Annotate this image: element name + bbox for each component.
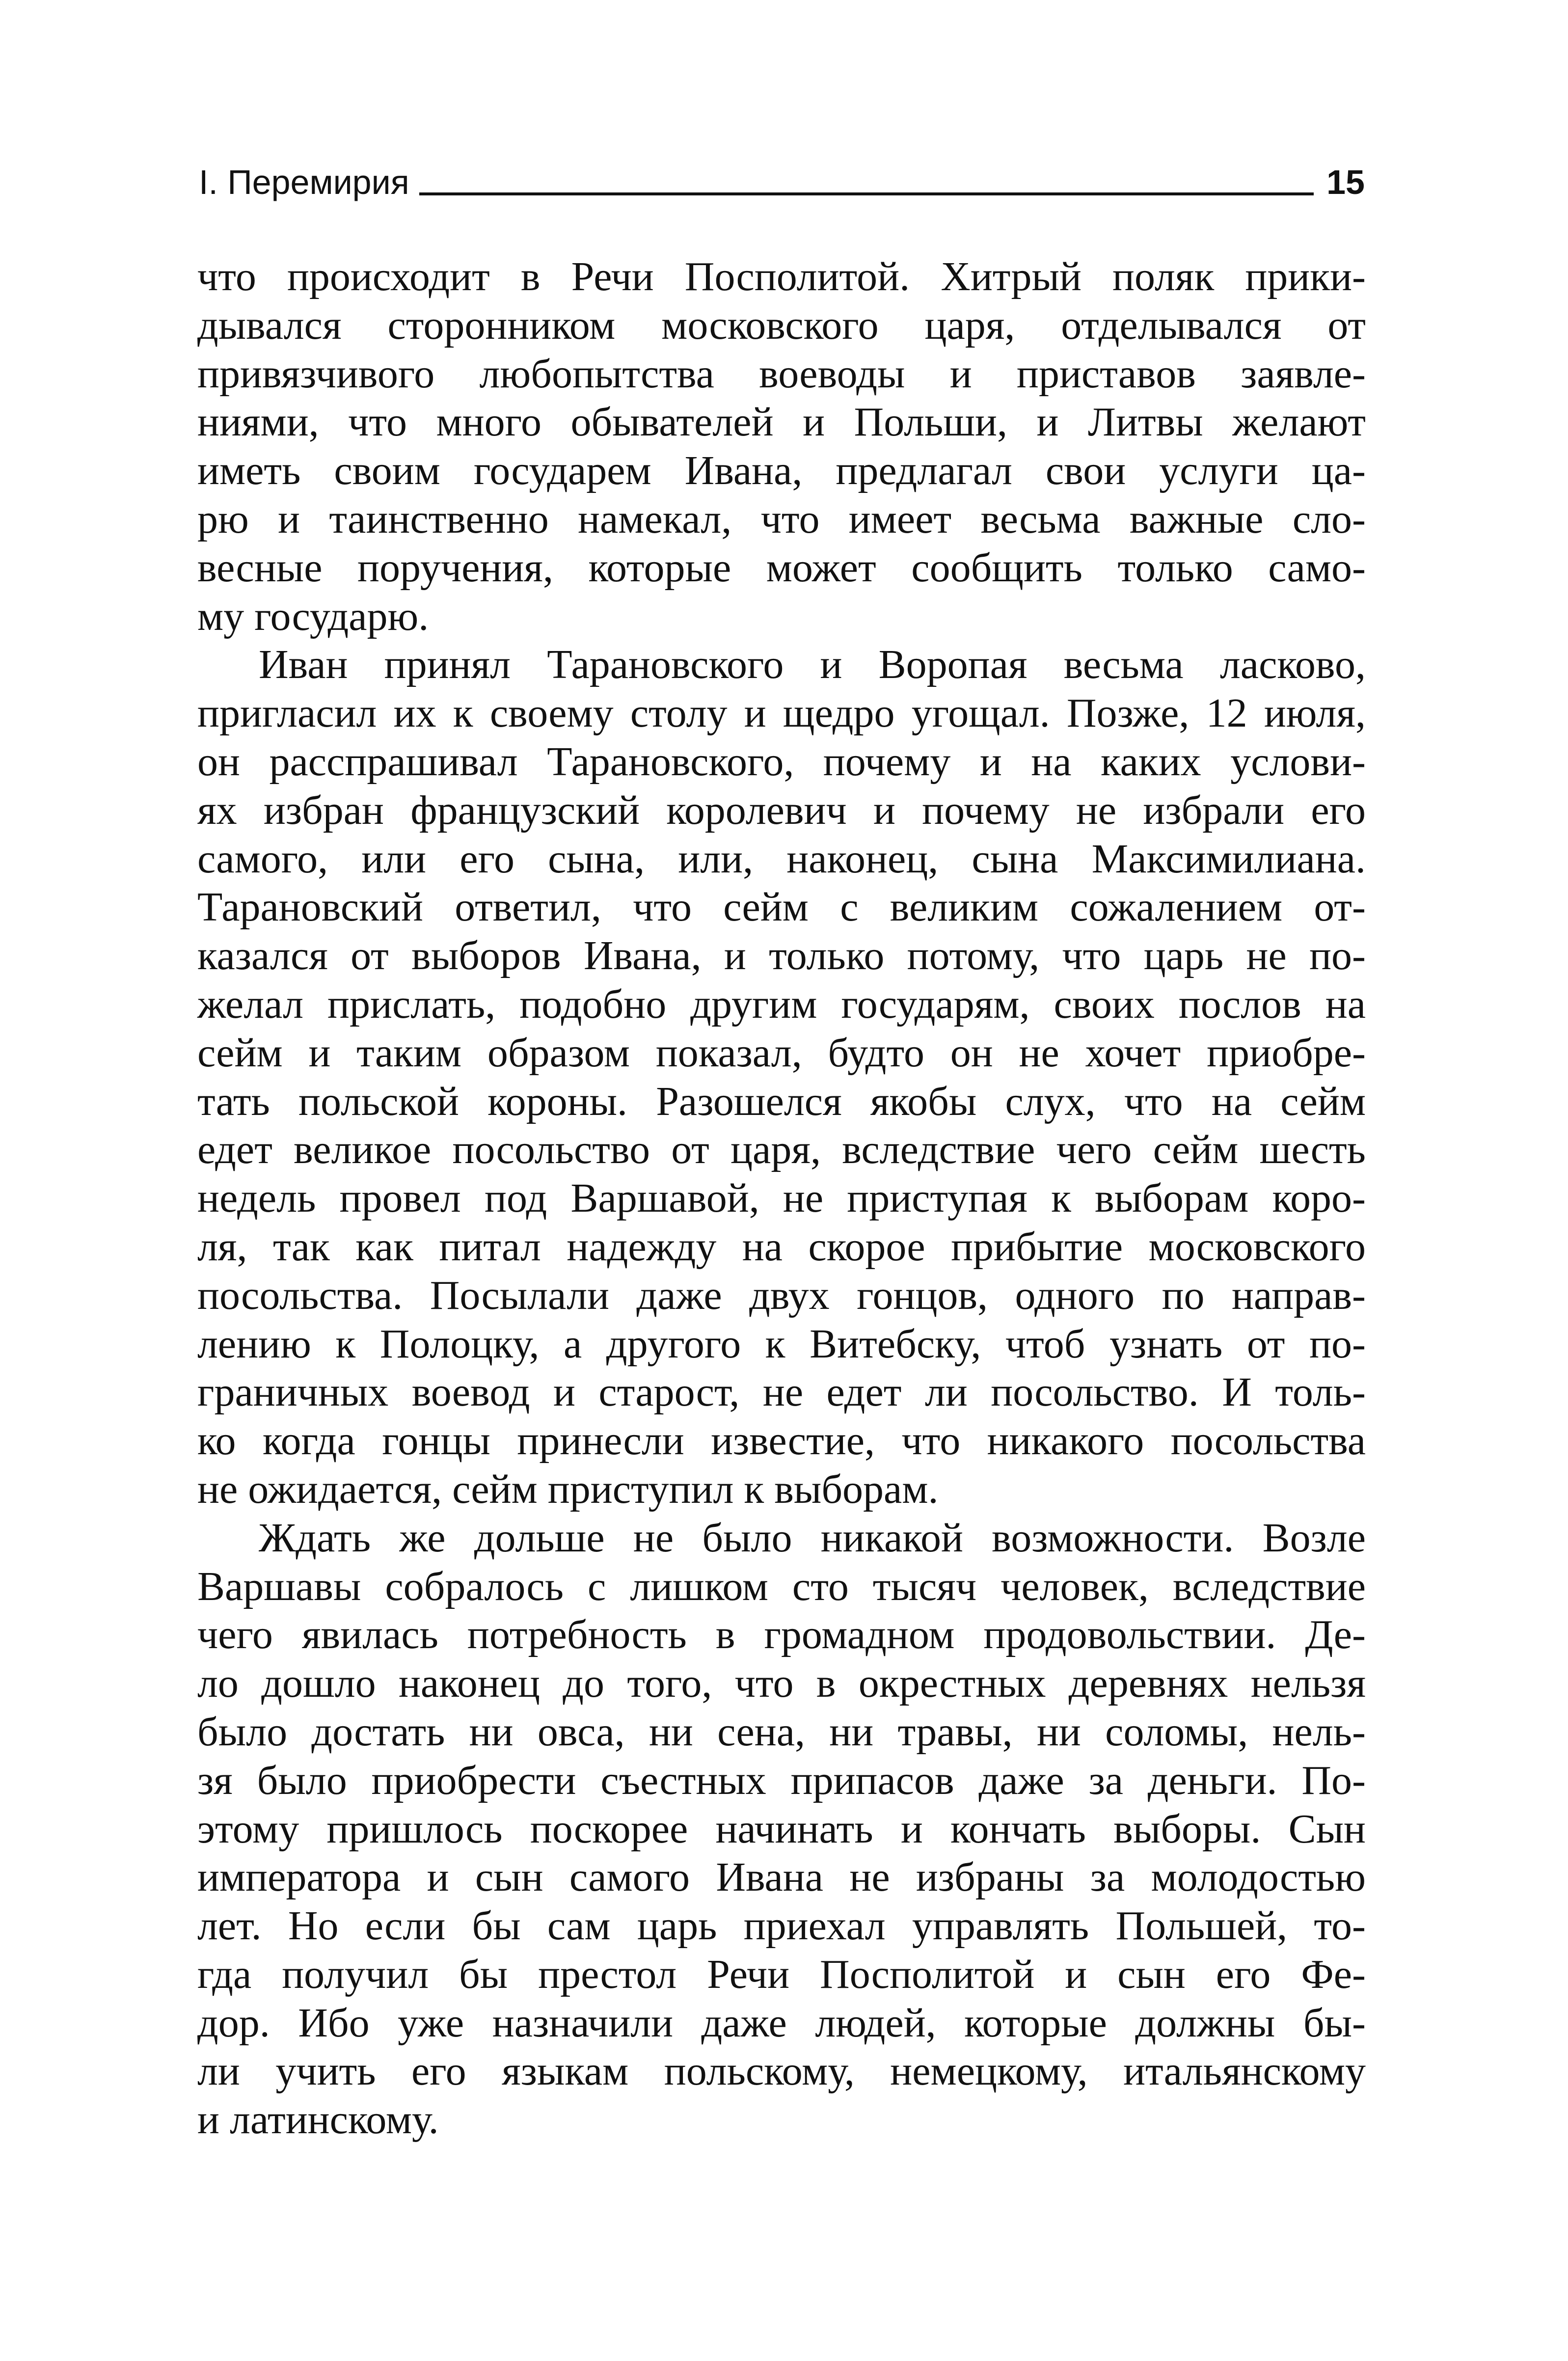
text-line: тать польской короны. Разошелся якобы слух, что на сейм	[197, 1078, 1366, 1124]
text-line: посольства. Посылали даже двух гонцов, одного по направ-	[197, 1272, 1366, 1318]
text-line: желал прислать, подобно другим государям, своих послов на	[197, 981, 1366, 1027]
text-line: иметь своим государем Ивана, предлагал свои услуги ца-	[197, 448, 1366, 494]
body-text	[197, 253, 1366, 2144]
text-line: императора и сын самого Ивана не избраны за молодостью	[197, 1854, 1366, 1900]
text-line: весные поручения, которые может сообщить только само-	[197, 544, 1366, 591]
text-line: дывался сторонником московского царя, отделывался от	[197, 302, 1366, 348]
text-line: пригласил их к своему столу и щедро угощал. Позже, 12 июля,	[197, 690, 1366, 736]
text-line: этому пришлось поскорее начинать и кончать выборы. Сын	[197, 1806, 1366, 1852]
text-line: Иван принял Тарановского и Воропая весьма ласково,	[259, 642, 1366, 688]
header-rule	[419, 192, 1314, 195]
text-line: ях избран французский королевич и почему не избрали его	[197, 787, 1366, 833]
text-line: едет великое посольство от царя, вследствие чего сейм шесть	[197, 1127, 1366, 1173]
text-line: ко когда гонцы принесли известие, что никакого посольства	[197, 1418, 1366, 1464]
page-number: 15	[1326, 163, 1365, 201]
chapter-title: I. Перемирия	[199, 163, 409, 201]
text-line: самого, или его сына, или, наконец, сына Максимилиана.	[197, 836, 1366, 882]
text-line: он расспрашивал Тарановского, почему и на каких услови-	[197, 738, 1366, 785]
text-line: не ожидается, сейм приступил к выборам.	[197, 1466, 939, 1512]
text-line: было достать ни овса, ни сена, ни травы, ни соломы, нель-	[197, 1709, 1366, 1755]
text-line: дор. Ибо уже назначили даже людей, которые должны бы-	[197, 2000, 1366, 2046]
text-line: гда получил бы престол Речи Посполитой и сын его Фе-	[197, 1951, 1366, 1997]
text-line: ля, так как питал надежду на скорое прибытие московского	[197, 1223, 1366, 1270]
text-line: ло дошло наконец до того, что в окрестных деревнях нельзя	[197, 1660, 1366, 1707]
text-line: казался от выборов Ивана, и только потому, что царь не по-	[197, 933, 1366, 979]
text-line: лению к Полоцку, а другого к Витебску, чтоб узнать от по-	[197, 1321, 1366, 1367]
text-line: что происходит в Речи Посполитой. Хитрый поляк прики-	[197, 254, 1366, 299]
text-line: ниями, что много обывателей и Польши, и Литвы желают	[197, 399, 1366, 445]
text-line: лет. Но если бы сам царь приехал управлять Польшей, то-	[197, 1903, 1366, 1949]
text-line: сейм и таким образом показал, будто он не хочет приобре-	[197, 1030, 1366, 1076]
paragraph	[197, 253, 1366, 641]
text-line: граничных воевод и старост, не едет ли посольство. И толь-	[197, 1369, 1366, 1415]
text-line: привязчивого любопытства воеводы и приставов заявле-	[197, 351, 1366, 397]
text-line: му государю.	[197, 593, 429, 639]
text-line: Тарановский ответил, что сейм с великим сожалением от-	[197, 884, 1366, 930]
text-line: Варшавы собралось с лишком сто тысяч человек, вследствие	[197, 1563, 1366, 1609]
text-line: и латинскому.	[197, 2097, 439, 2143]
paragraph	[197, 1514, 1366, 2144]
text-line: недель провел под Варшавой, не приступая к выборам коро-	[197, 1175, 1366, 1221]
running-header	[199, 147, 1365, 201]
text-line: ли учить его языкам польскому, немецкому, итальянскому	[197, 2048, 1366, 2094]
paragraph	[197, 641, 1366, 1514]
text-line: чего явилась потребность в громадном продовольствии. Де-	[197, 1612, 1366, 1658]
text-line: Ждать же дольше не было никакой возможности. Возле	[259, 1515, 1366, 1561]
text-line: зя было приобрести съестных припасов даже за деньги. По-	[197, 1757, 1366, 1803]
text-line: рю и таинственно намекал, что имеет весьма важные сло-	[197, 496, 1366, 542]
